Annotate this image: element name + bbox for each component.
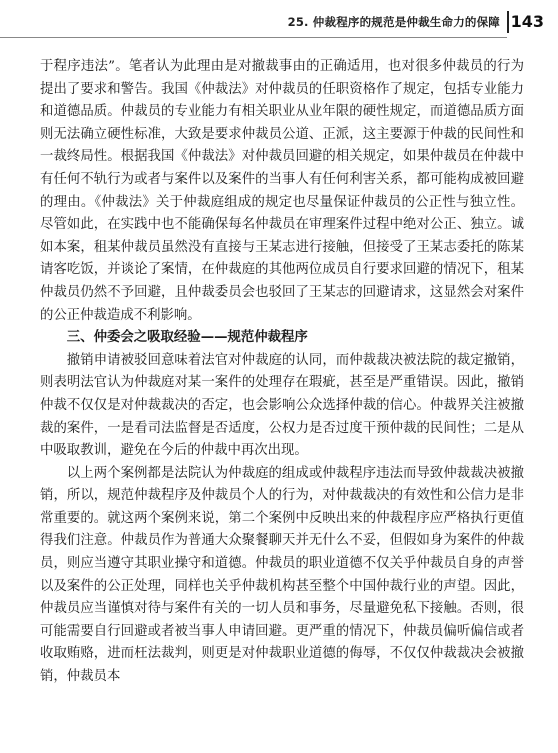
- paragraph: 以上两个案例都是法院认为仲裁庭的组成或仲裁程序违法而导致仲裁裁决被撤销，所以，规范仲裁程序及仲裁员个人的行为，对仲裁裁决的有效性和公信力是非常重要的。就这两个案例来说，第二个案例中反映出来的仲裁程序应严格执行更值得我们注意。仲裁员作为普通大众聚餐聊天并无什么不妥，但假如身为案件的仲裁员，则应当遵守其职业操守和道德。仲裁员的职业道德不仅关乎仲裁员自身的声誉以及案件的公正处理，同样也关乎仲裁机构甚至整个中国仲裁行业的声望。因此，仲裁员应当谨慎对待与案件有关的一切人员和事务，尽量避免私下接触。否则，很可能需要自行回避或者被当事人申请回避。更严重的情况下，仲裁员偏听偏信或者收取贿赂，进而枉法裁判，则更是对仲裁职业道德的侮辱，不仅仅仲裁裁决会被撤销，仲裁员本: [40, 465, 524, 685]
- paragraph-continued: 于程序违法”。笔者认为此理由是对撤裁事由的正确适用，也对很多仲裁员的行为提出了要求和警告。我国《仲裁法》对仲裁员的任职资格作了规定，包括专业能力和道德品质。仲裁员的专业能力有相关职业从业年限的硬性规定，而道德品质方面则无法确立硬性标准，大致是要求仲裁员公道、正派，这主要源于仲裁的民间性和一裁终局性。根据我国《仲裁法》对仲裁员回避的相关规定，如果仲裁员在仲裁中有任何不轨行为或者与案件以及案件的当事人有任何利害关系，都可能构成被回避的理由。《仲裁法》关于仲裁庭组成的规定也尽量保证仲裁员的公正性与独立性。尽管如此，在实践中也不能确保每名仲裁员在审理案件过程中绝对公正、独立。诚如本案，租某仲裁员虽然没有直接与王某志进行接触，但接受了王某志委托的陈某请客吃饭，并谈论了案情，在仲裁庭的其他两位成员自行要求回避的情况下，租某仲裁员仍然不予回避，且仲裁委员会也驳回了王某志的回避请求，这显然会对案件的公正仲裁造成不利影响。: [40, 59, 524, 323]
- chapter-title: 25. 仲裁程序的规范是仲裁生命力的保障: [287, 15, 500, 29]
- page-number: 143: [510, 12, 544, 31]
- section-heading: 三、仲委会之吸取经验——规范仲裁程序: [66, 330, 308, 346]
- header-divider: [507, 11, 509, 33]
- body-text: [40, 56, 524, 689]
- paragraph: 撤销申请被驳回意味着法官对仲裁庭的认同，而仲裁裁决被法院的裁定撤销，则表明法官认为仲裁庭对某一案件的处理存在瑕疵，甚至是严重错误。因此，撤销仲裁不仅仅是对仲裁裁决的否定，也会影响公众选择仲裁的信心。仲裁界关注被撤裁的案件，一是看司法监督是否适度，公权力是否过度干预仲裁的民间性；二是从中吸取教训，避免在今后的仲裁中再次出现。: [40, 352, 524, 459]
- running-header: [0, 7, 558, 33]
- header-rule: [0, 37, 507, 38]
